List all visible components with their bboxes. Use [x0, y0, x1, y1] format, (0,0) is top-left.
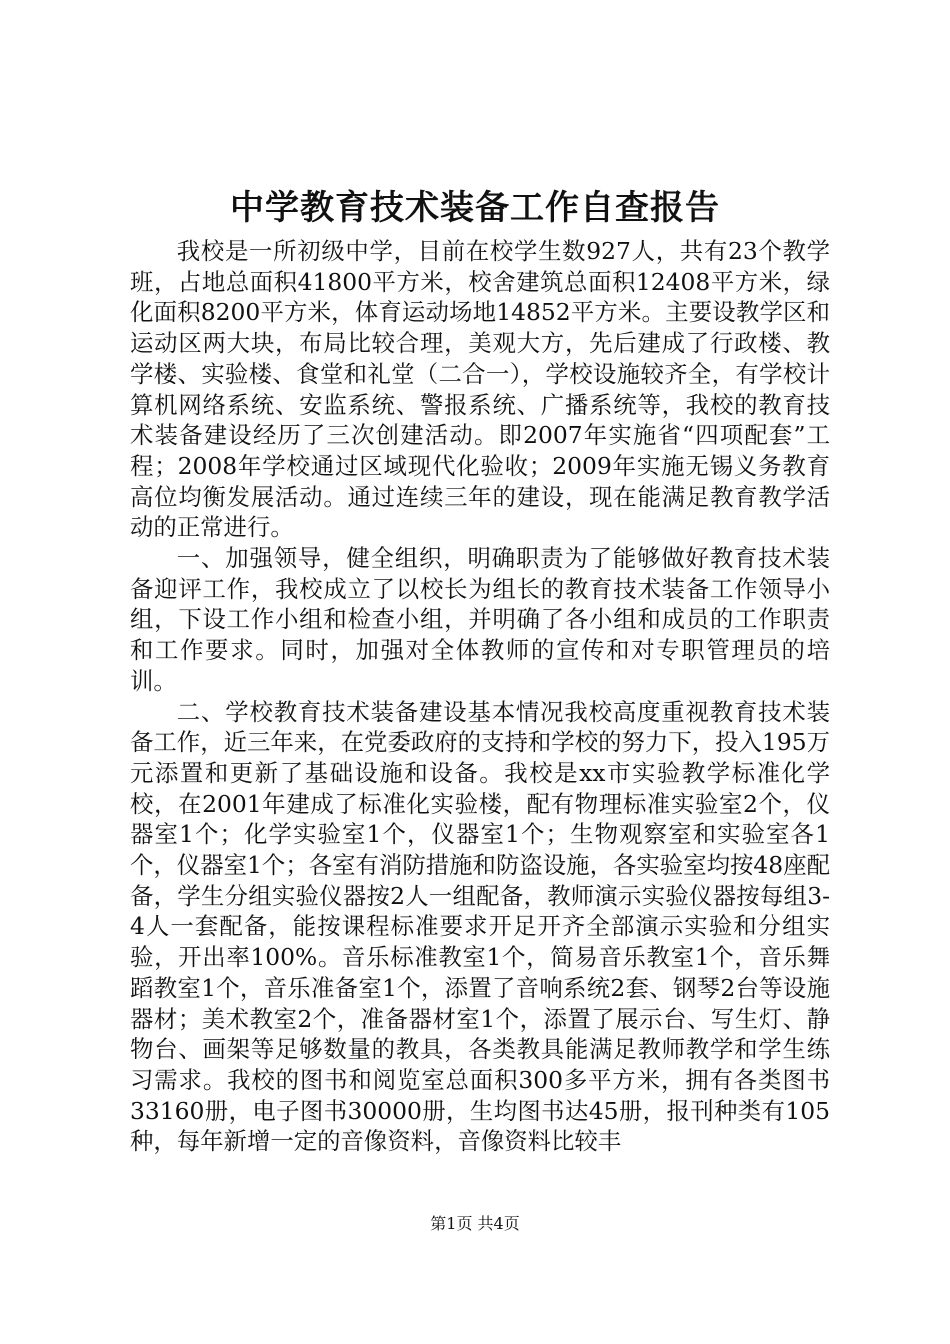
paragraph-equipment: 二、学校教育技术装备建设基本情况我校高度重视教育技术装备工作，近三年来，在党委政府的支持和学校的努力下，投入195万元添置和更新了基础设施和设备。我校是xx市实验教学标准化学校，在2001年建成了标准化实验楼，配有物理标准实验室2个，仪器室1个；化学实验室1个，仪器室1个；生物观察室和实验室各1个，仪器室1个；各室有消防措施和防盗设施，各实验室均按48座配备，学生分组实验仪器按2人一组配备，教师演示实验仪器按每组3-4人一套配备，能按课程标准要求开足开齐全部演示实验和分组实验，开出率100%。音乐标准教室1个，简易音乐教室1个，音乐舞蹈教室1个，音乐准备室1个，添置了音响系统2套、钢琴2台等设施器材；美术教室2个，准备器材室1个，添置了展示台、写生灯、静物台、画架等足够数量的教具，各类教具能满足教师教学和学生练习需求。我校的图书和阅览室总面积300多平方米，拥有各类图书33160册，电子图书30000册，生均图书达45册，报刊种类有105种，每年新增一定的音像资料，音像资料比较丰: [130, 697, 830, 1156]
paragraph-intro: 我校是一所初级中学，目前在校学生数927人，共有23个教学班，占地总面积41800平方米，校舍建筑总面积12408平方米，绿化面积8200平方米，体育运动场地14852平方米。主要设教学区和运动区两大块，布局比较合理，美观大方，先后建成了行政楼、教学楼、实验楼、食堂和礼堂（二合一），学校设施较齐全，有学校计算机网络系统、安监系统、警报系统、广播系统等，我校的教育技术装备建设经历了三次创建活动。即2007年实施省“四项配套”工程；2008年学校通过区域现代化验收；2009年实施无锡义务教育高位均衡发展活动。通过连续三年的建设，现在能满足教育教学活动的正常进行。: [130, 237, 830, 542]
paragraph-leadership: 一、加强领导，健全组织，明确职责为了能够做好教育技术装备迎评工作，我校成立了以校长为组长的教育技术装备工作领导小组，下设工作小组和检查小组，并明确了各小组和成员的工作职责和工作要求。同时，加强对全体教师的宣传和对专职管理员的培训。: [130, 544, 830, 695]
document-body: [130, 236, 830, 1157]
page-footer: 第1页 共4页: [430, 1214, 520, 1233]
document-title: 中学教育技术装备工作自查报告: [230, 188, 720, 228]
